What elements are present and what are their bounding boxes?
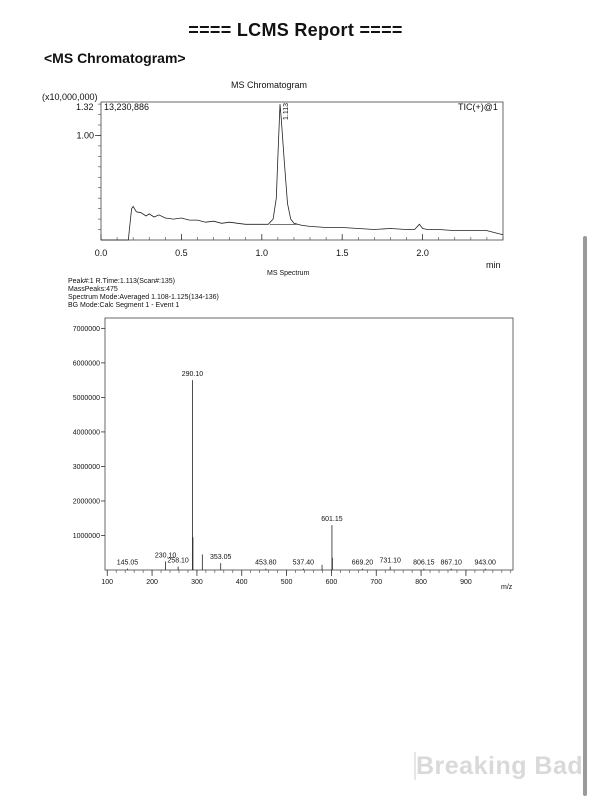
spectrum-peak-label: 353.05 bbox=[209, 554, 232, 562]
chromatogram-x-tick-label: 1.5 bbox=[335, 248, 349, 258]
spectrum-x-tick-label: 900 bbox=[460, 579, 472, 586]
chromatogram-x-tick-label: 0.0 bbox=[94, 248, 108, 258]
spectrum-peak-label: 867.10 bbox=[440, 559, 462, 567]
spectrum-peak-label: 145.05 bbox=[116, 559, 139, 567]
spectrum-info-line: Peak#:1 R.Time:1.113(Scan#:135) bbox=[68, 278, 176, 285]
chromatogram-peak-label: 1.113 bbox=[282, 103, 290, 120]
spectrum-peak-label: 731.10 bbox=[379, 557, 401, 565]
spectrum-y-tick-label: 2000000 bbox=[72, 498, 100, 506]
spectrum-info-line: MassPeaks:475 bbox=[68, 286, 118, 293]
chromatogram-y-max-label: 1.32 bbox=[76, 102, 94, 112]
spectrum-y-tick-label: 7000000 bbox=[72, 325, 100, 333]
chromatogram-y-max-value: 13,230,886 bbox=[104, 102, 150, 112]
spectrum-peak-label: 290.10 bbox=[181, 371, 204, 379]
chromatogram-x-tick-label: 2.0 bbox=[416, 248, 429, 258]
spectrum-y-tick-label: 3000000 bbox=[72, 463, 100, 471]
spectrum-x-tick-label: 700 bbox=[370, 579, 383, 586]
spectrum-frame bbox=[105, 318, 513, 570]
spectrum-title: MS Spectrum bbox=[267, 270, 310, 277]
spectrum-y-tick-label: 4000000 bbox=[72, 429, 100, 437]
chromatogram-x-tick-label: 0.5 bbox=[175, 248, 188, 258]
spectrum-x-tick-label: 500 bbox=[280, 579, 293, 586]
watermark-text: Breaking Bad bbox=[416, 752, 584, 780]
spectrum-peak-label: 453.80 bbox=[255, 559, 277, 567]
spectrum-x-label: m/z bbox=[501, 584, 513, 591]
spectrum-y-tick-label: 5000000 bbox=[72, 394, 100, 402]
chromatogram-x-label: min bbox=[486, 260, 501, 270]
spectrum-peak-label: 537.40 bbox=[292, 559, 315, 567]
chromatogram-plot bbox=[0, 0, 591, 300]
spectrum-info-line: Spectrum Mode:Averaged 1.108-1.125(134-136) bbox=[68, 294, 219, 301]
spectrum-peak-label: 601.15 bbox=[321, 516, 343, 524]
report-title: ==== LCMS Report ==== bbox=[188, 20, 403, 40]
spectrum-x-tick-label: 600 bbox=[325, 579, 338, 586]
chromatogram-trace bbox=[101, 104, 503, 240]
spectrum-x-tick-label: 300 bbox=[191, 579, 203, 586]
section-title: <MS Chromatogram> bbox=[44, 50, 186, 66]
chromatogram-x-tick-label: 1.0 bbox=[255, 248, 269, 258]
chromatogram-y-tick-label: 1.00 bbox=[76, 130, 94, 141]
spectrum-y-tick-label: 6000000 bbox=[72, 360, 100, 368]
chromatogram-y-multiplier: (x10,000,000) bbox=[42, 92, 98, 102]
spectrum-peak-label: 669.20 bbox=[351, 559, 374, 567]
spectrum-x-tick-label: 100 bbox=[101, 579, 114, 586]
chromatogram-trace-label: TIC(+)@1 bbox=[458, 102, 498, 112]
spectrum-peak-label: 806.15 bbox=[413, 559, 435, 567]
spectrum-x-tick-label: 800 bbox=[415, 579, 427, 586]
spectrum-x-tick-label: 200 bbox=[146, 579, 158, 586]
spectrum-peak-label: 943.00 bbox=[474, 559, 496, 567]
chromatogram-title: MS Chromatogram bbox=[231, 80, 308, 90]
chromatogram-frame bbox=[101, 102, 503, 240]
vertical-scrollbar[interactable] bbox=[583, 236, 587, 796]
spectrum-peak-label: 258.10 bbox=[167, 557, 189, 565]
spectrum-plot bbox=[0, 300, 591, 600]
spectrum-x-tick-label: 400 bbox=[235, 579, 248, 586]
spectrum-info-line: BG Mode:Calc Segment 1 - Event 1 bbox=[68, 302, 180, 309]
spectrum-y-tick-label: 1000000 bbox=[72, 532, 100, 540]
spectrum-peak-label: 230.10 bbox=[154, 552, 177, 560]
